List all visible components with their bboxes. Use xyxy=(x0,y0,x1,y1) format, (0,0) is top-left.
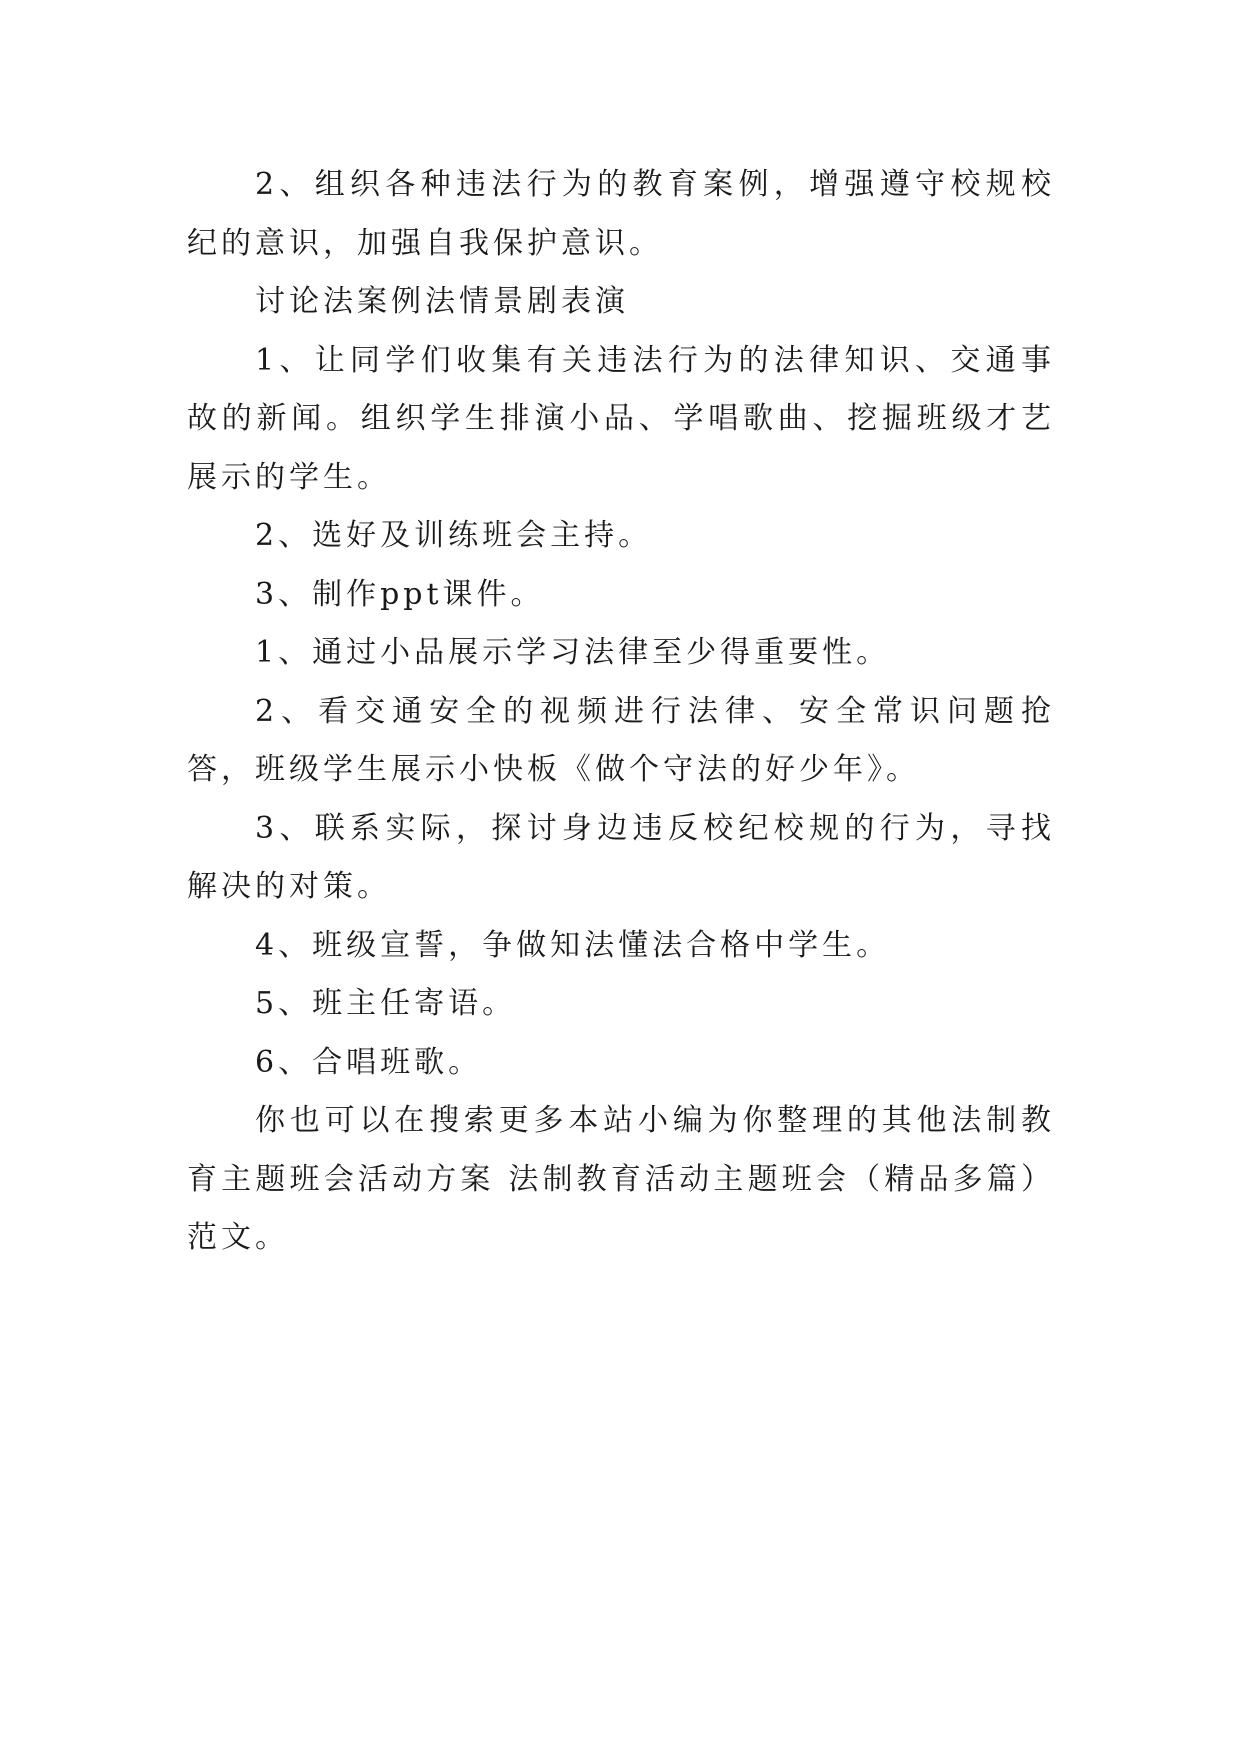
paragraph: 2、选好及训练班会主持。 xyxy=(255,518,653,553)
paragraph: 6、合唱班歌。 xyxy=(255,1044,483,1080)
paragraph: 2、看交通安全的视频进行法律、安全常识问题抢答，班级学生展示小快板《做个守法的好少年》。 xyxy=(187,693,1055,787)
document-body xyxy=(187,156,1055,1268)
paragraph: 1、让同学们收集有关违法行为的法律知识、交通事故的新闻。组织学生排演小品、学唱歌曲、挖掘班级才艺展示的学生。 xyxy=(187,342,1055,495)
paragraph: 你也可以在搜索更多本站小编为你整理的其他法制教育主题班会活动方案 法制教育活动主题班会（精品多篇）范文。 xyxy=(187,1103,1055,1255)
paragraph: 5、班主任寄语。 xyxy=(255,986,517,1021)
paragraph: 3、制作ppt课件。 xyxy=(255,576,545,612)
paragraph: 1、通过小品展示学习法律至少得重要性。 xyxy=(255,635,891,670)
paragraph: 4、班级宣誓，争做知法懂法合格中学生。 xyxy=(255,927,891,963)
paragraph: 3、联系实际，探讨身边违反校纪校规的行为，寻找解决的对策。 xyxy=(187,810,1055,904)
paragraph: 2、组织各种违法行为的教育案例，增强遵守校规校纪的意识，加强自我保护意识。 xyxy=(187,167,1055,261)
paragraph: 讨论法案例法情景剧表演 xyxy=(255,284,629,319)
